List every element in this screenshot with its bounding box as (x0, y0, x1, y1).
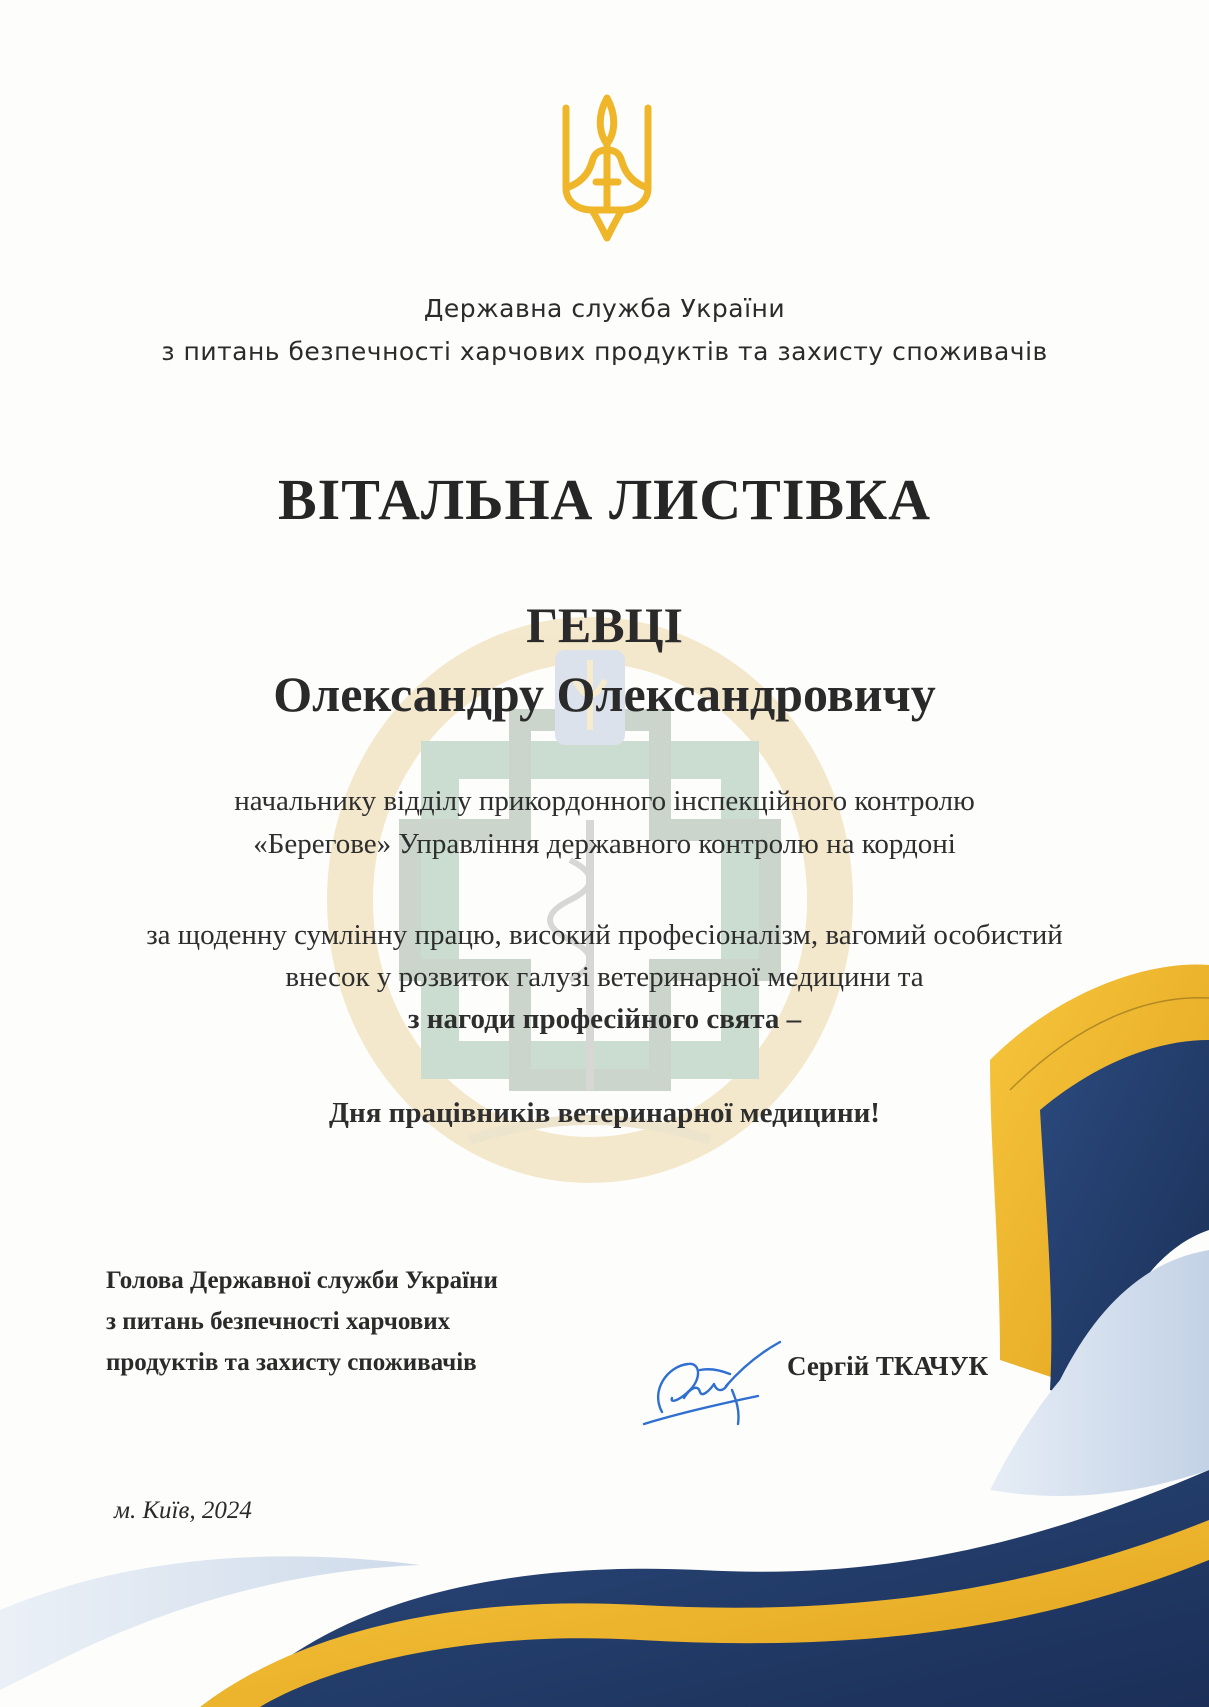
signatory-title-line-2: з питань безпечності харчових (106, 1308, 451, 1335)
reason-line-1: за щоденну сумлінну працю, високий професіоналізм, вагомий особистий (146, 919, 1063, 951)
trident-emblem (558, 92, 656, 246)
position-line-2: «Берегове» Управління державного контролю на кордоні (253, 828, 956, 860)
place-date: м. Київ, 2024 (114, 1497, 252, 1524)
signatory-title-line-3: продуктів та захисту споживачів (106, 1349, 477, 1376)
signatory-title (106, 1260, 498, 1383)
signatory-title-line-1: Голова Державної служби України (106, 1267, 498, 1294)
position-line-1: начальнику відділу прикордонного інспекційного контролю (234, 785, 975, 817)
reason-line-3: з нагоди професійного свята – (407, 1003, 802, 1035)
organization-line-1: Державна служба України (423, 294, 786, 323)
holiday-name: Дня працівників ветеринарної медицини! (329, 1097, 880, 1129)
handwritten-signature (640, 1340, 790, 1430)
card-title: ВІТАЛЬНА ЛИСТІВКА (277, 467, 932, 532)
reason-line-2: внесок у розвиток галузі ветеринарної медицини та (285, 961, 924, 993)
signatory-name: Сергій ТКАЧУК (787, 1351, 989, 1381)
recipient-surname: ГЕВЦІ (526, 597, 683, 653)
organization-line-2: з питань безпечності харчових продуктів та захисту споживачів (161, 337, 1048, 366)
recipient-given-names: Олександру Олександровичу (273, 666, 936, 722)
